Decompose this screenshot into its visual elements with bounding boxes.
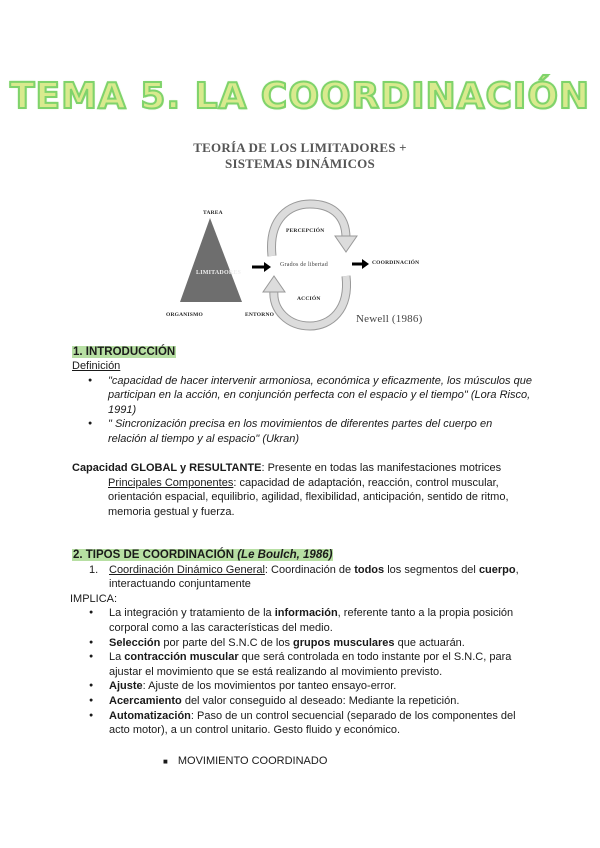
section-introduccion [72,345,532,447]
implica-list [72,606,534,737]
subtitle-line-1: TEORÍA DE LOS LIMITADORES + [193,140,407,155]
implica-item: ● Automatización: Paso de un control secuencial (separado de los componentes del acto motor), a un control unitario. Gesto fluido y económico. [72,709,534,738]
definitions-list [71,374,532,447]
implica-item: ● La integración y tratamiento de la información, referente tanto a la propia posición corporal como a las características del medio. [72,606,534,635]
item1-bold: todos [354,563,385,576]
label-tarea: TAREA [203,210,223,216]
sub-bullet-item [163,754,327,770]
capacity-bold: Capacidad GLOBAL y RESULTANTE [72,462,262,474]
square-bullet-icon: ■ [163,757,168,766]
item-number: 1. [89,563,99,576]
triangle-shape [180,218,242,302]
section-tipos-coordinacion [72,548,534,738]
diagram-citation: Newell (1986) [356,313,423,325]
heading-citation: (Le Boulch, 1986) [237,549,333,561]
implica-label: IMPLICA: [70,592,118,605]
limitadores-diagram [160,198,440,333]
item1-text: , interactuando conjuntamente [109,563,519,591]
section-heading-introduccion: 1. INTRODUCCIÓN [73,346,176,358]
item1-bold: cuerpo [478,563,516,576]
sub-bullet-text: MOVIMIENTO COORDINADO [177,755,328,767]
implica-item: ● Ajuste: Ajuste de los movimientos por tanteo ensayo-error. [72,679,534,694]
label-organismo: ORGANISMO [166,312,203,318]
label-accion: ACCIÓN [297,296,321,302]
numbered-item-1 [72,563,534,592]
capacity-text: : Presente en todas las manifestaciones motrices [261,462,502,474]
components-label: Principales Componentes [108,476,234,489]
capacity-block [72,461,532,519]
components-text: : capacidad de adaptación, reacción, control muscular, orientación espacial, equilibrio, agilidad, flexibilidad, anticipación, sentido de ritmo, memoria gestual y fuerza. [108,476,509,518]
implica-item: ● Selección por parte del S.N.C de los grupos musculares que actuarán. [72,636,534,651]
label-coordinacion: COORDINACIÓN [372,260,420,266]
subtitle-line-2: SISTEMAS DINÁMICOS [225,156,375,171]
definition-item: ● "capacidad de hacer intervenir armoniosa, económica y eficazmente, los músculos que participan en la acción, en conjunción perfecta con el espacio y el tiempo" (Lora Risco, 1991) [71,374,532,418]
diagram-subtitle [0,140,600,172]
implica-item: ● La contracción muscular que será controlada en todo instante por el S.N.C, para ajustar el movimiento que se está realizando al movimiento previsto. [72,650,534,679]
document-title: TEMA 5. LA COORDINACIÓN [9,76,591,117]
label-entorno: ENTORNO [245,312,275,318]
section-heading-tipos [72,549,333,561]
heading-text: 2. TIPOS DE COORDINACIÓN [73,549,238,561]
definition-item: ● " Sincronización precisa en los movimientos de diferentes partes del cuerpo en relación al tiempo y al espacio" (Ukran) [71,417,532,446]
label-percepcion: PERCEPCIÓN [286,228,325,234]
item1-label: Coordinación Dinámico General [109,563,265,576]
item1-text: los segmentos del [384,563,479,576]
item1-text: : Coordinación de [264,563,355,576]
label-grados-de-libertad: Grados de libertad [280,262,328,268]
definition-label: Definición [72,360,121,372]
label-limitadores: LIMITADORES [196,270,242,276]
implica-item: ● Acercamiento del valor conseguido al deseado: Mediante la repetición. [72,694,534,709]
